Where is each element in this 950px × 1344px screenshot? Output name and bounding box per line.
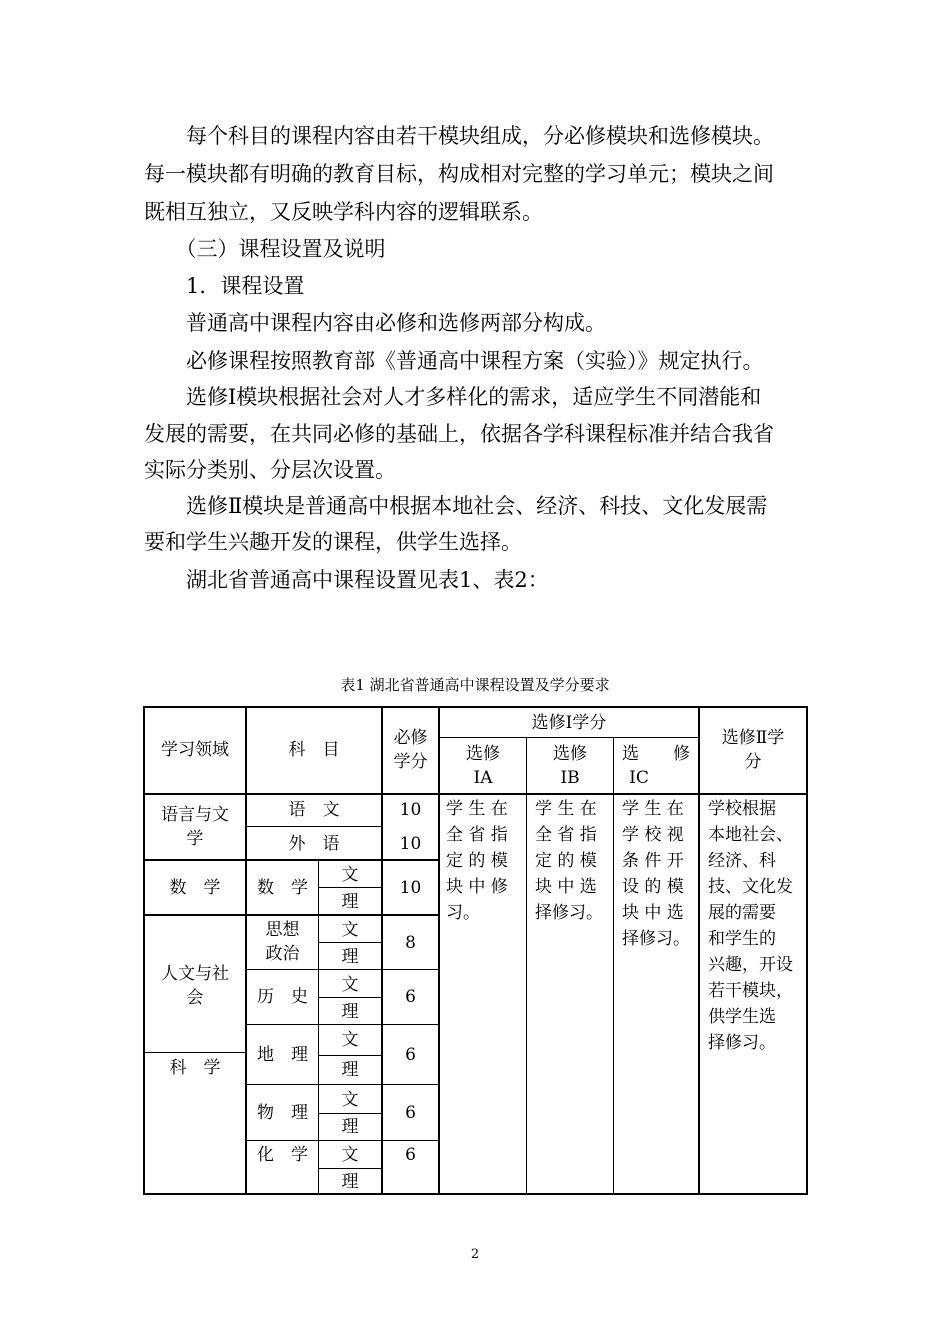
- table-divider: [613, 738, 614, 1195]
- table-caption: 表1 湖北省普通高中课程设置及学分要求: [340, 676, 610, 694]
- table-divider: [319, 1113, 383, 1114]
- header-elective-1c: 选 修: [622, 744, 690, 764]
- credit-chemistry: 6: [405, 1145, 416, 1165]
- credit-foreign-language: 10: [399, 834, 422, 854]
- subject-chemistry: 化 学: [257, 1145, 308, 1165]
- table-divider: [440, 737, 698, 738]
- domain-math: 数 学: [169, 878, 221, 898]
- table-border: [143, 1193, 808, 1195]
- table-divider: [247, 1024, 440, 1025]
- domain-humanities: 人文与社: [161, 964, 229, 984]
- subsection-heading: 1．课程设置: [144, 274, 305, 298]
- paragraph-line: 每个科目的课程内容由若干模块组成，分必修模块和选修模块。: [144, 124, 774, 148]
- header-domain: 学习领域: [161, 740, 229, 760]
- paragraph-line: 每一模块都有明确的教育目标，构成相对完整的学习单元；模块之间: [144, 162, 774, 186]
- table-divider: [143, 1052, 247, 1053]
- header-required-credit: 必修: [393, 728, 428, 748]
- section-heading: （三）课程设置及说明: [144, 237, 386, 261]
- table-divider: [526, 738, 527, 1195]
- domain-humanities: 会: [186, 988, 204, 1008]
- credit-math: 10: [399, 878, 422, 898]
- paragraph-line: 既相互独立，又反映学科内容的逻辑联系。: [144, 200, 543, 224]
- credit-politics: 8: [405, 933, 416, 953]
- subject-history: 历 史: [257, 987, 308, 1007]
- subject-politics: 政治: [265, 944, 300, 964]
- paragraph-line: 实际分类别、分层次设置。: [144, 458, 396, 482]
- domain-science: 科 学: [169, 1058, 221, 1078]
- paragraph-line: 湖北省普通高中课程设置见表1、表2：: [144, 568, 549, 592]
- paragraph-line: 普通高中课程内容由必修和选修两部分构成。: [144, 311, 606, 335]
- subject-math: 数 学: [257, 878, 308, 898]
- header-elective-1b: 选修: [553, 744, 587, 764]
- header-elective-1c: ⅠC: [629, 768, 649, 788]
- header-elective-1a: ⅠA: [473, 768, 493, 788]
- track-arts: 文: [341, 865, 359, 885]
- subject-chinese: 语 文: [288, 800, 340, 820]
- header-elective-1: 选修Ⅰ学分: [531, 713, 607, 733]
- table-divider: [319, 1168, 383, 1169]
- credit-physics: 6: [405, 1103, 416, 1123]
- track-science: 理: [341, 947, 359, 967]
- track-arts: 文: [341, 975, 359, 995]
- header-elective-1b: ⅠB: [560, 768, 580, 788]
- domain-language: 学: [186, 829, 204, 849]
- table-border: [143, 706, 808, 708]
- table-divider: [319, 1055, 383, 1056]
- page-number: 2: [470, 1247, 480, 1262]
- table-divider: [143, 914, 440, 916]
- table-divider: [698, 706, 700, 1195]
- paragraph-line: 必修课程按照教育部《普通高中课程方案（实验）》规定执行。: [144, 349, 764, 373]
- credit-chinese: 10: [399, 800, 422, 820]
- track-science: 理: [341, 892, 359, 912]
- track-arts: 文: [341, 920, 359, 940]
- table-border: [143, 706, 145, 1195]
- table-border: [806, 706, 808, 1195]
- paragraph-line: 发展的需要，在共同必修的基础上，依据各学科课程标准并结合我省: [144, 422, 774, 446]
- table-divider: [319, 887, 383, 888]
- table-divider: [143, 793, 808, 795]
- header-required-credit: 学分: [393, 752, 428, 772]
- track-science: 理: [341, 1117, 359, 1137]
- subject-physics: 物 理: [257, 1103, 308, 1123]
- credit-history: 6: [405, 987, 416, 1007]
- domain-language: 语言与文: [161, 805, 229, 825]
- header-elective-2: 选修Ⅱ学: [721, 728, 785, 748]
- credit-geography: 6: [405, 1045, 416, 1065]
- track-arts: 文: [341, 1090, 359, 1110]
- header-subject: 科 目: [288, 740, 340, 760]
- subject-foreign-language: 外 语: [288, 834, 340, 854]
- paragraph-line: 选修Ⅱ模块是普通高中根据本地社会、经济、科技、文化发展需: [144, 494, 768, 518]
- subject-politics: 思想: [265, 920, 300, 940]
- header-elective-1a: 选修: [466, 744, 500, 764]
- subject-geography: 地 理: [257, 1045, 308, 1065]
- header-elective-2: 分: [744, 752, 762, 772]
- table-divider: [143, 859, 440, 861]
- table-divider: [247, 1140, 440, 1141]
- track-arts: 文: [341, 1145, 359, 1165]
- table-divider: [247, 826, 383, 827]
- table-divider: [319, 997, 383, 998]
- track-science: 理: [341, 1002, 359, 1022]
- table-divider: [247, 969, 440, 970]
- table-divider: [247, 1084, 440, 1085]
- paragraph-line: 选修Ⅰ模块根据社会对人才多样化的需求，适应学生不同潜能和: [144, 385, 762, 409]
- track-arts: 文: [341, 1030, 359, 1050]
- paragraph-line: 要和学生兴趣开发的课程，供学生选择。: [144, 530, 522, 554]
- table-divider: [319, 942, 383, 943]
- track-science: 理: [341, 1172, 359, 1192]
- track-science: 理: [341, 1060, 359, 1080]
